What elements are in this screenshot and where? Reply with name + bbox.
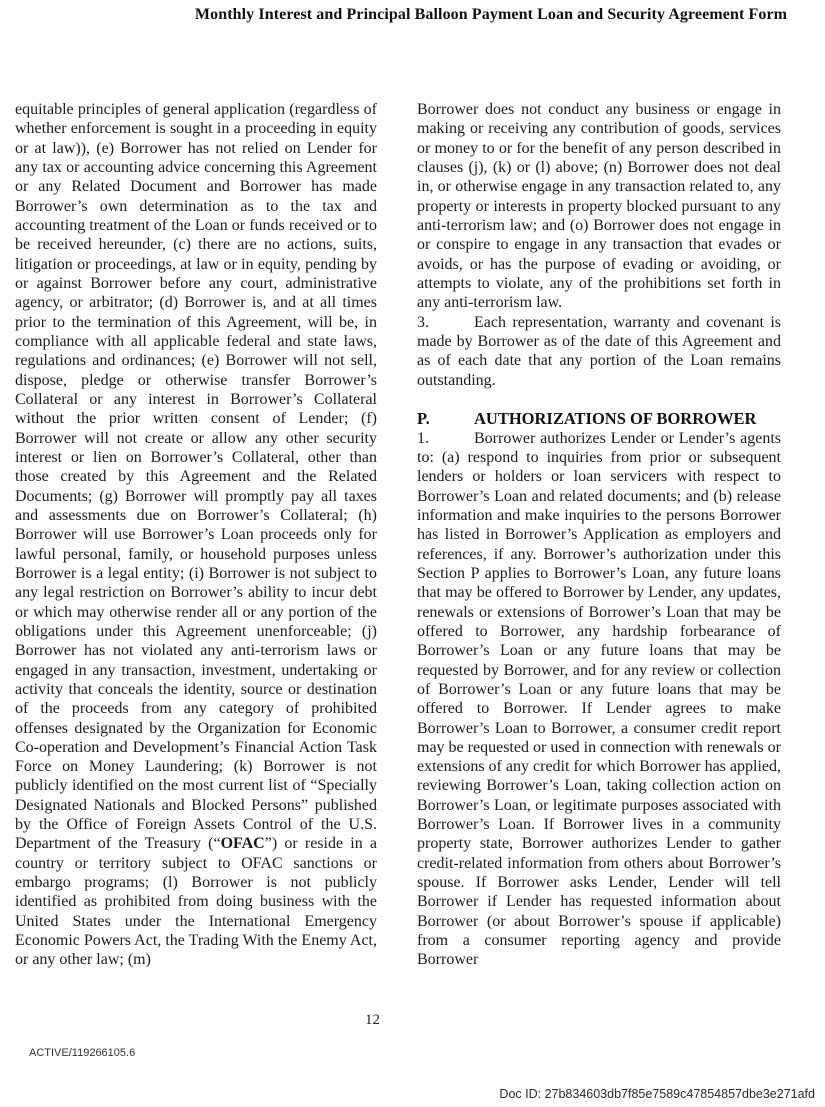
continuation-paragraph-right: Borrower does not conduct any business or engage in making or receiving any contribution of goods, services or money to or for the benefit of any person described in clauses (j), (k) or (l) above; (n) Borrower does not deal in, or otherwise engage in any transaction related to, any property or interests in property blocked pursuant to any anti-terrorism law; and (o) Borrower does not engage in or conspire to engage in any transaction that evades or avoids, or has the purpose of evading or avoiding, or attempts to violate, any of the prohibitions set forth in any anti-terrorism law.	[417, 101, 781, 312]
section-heading-text: AUTHORIZATIONS OF BORROWER	[474, 409, 757, 429]
doc-title: Monthly Interest and Principal Balloon Payment Loan and Security Agreement Form	[194, 6, 788, 23]
numbered-paragraph-3	[417, 313, 781, 390]
section-letter: P.	[417, 409, 430, 429]
paragraph-text: ”) or reside in a country or territory subject to OFAC sanctions or embargo programs; (l) Borrower is not publicly identified as prohibited from doing business with the United States under the International Emergency Economic Powers Act, the Trading With the Enemy Act, or any other law; (m)	[15, 835, 377, 969]
section-heading-authorizations	[417, 409, 781, 428]
paragraph-text: equitable principles of general application (regardless of whether enforcement is sought in a proceeding in equity or at law)), (e) Borrower has not relied on Lender for any tax or accounting advice concerning this Agreement or any Related Document and Borrower has made Borrower’s own determination as to the tax and accounting treatment of the Loan or funds received or to be received hereunder, (c) there are no actions, suits, litigation or proceedings, at law or in equity, pending by or against Borrower before any court, administrative agency, or arbitrator; (d) Borrower is, and at all times prior to the termination of this Agreement, will be, in compliance with all applicable federal and state laws, regulations and ordinances; (e) Borrower will not sell, dispose, pledge or otherwise transfer Borrower’s Collateral or any interest in Borrower’s Collateral without the prior written consent of Lender; (f) Borrower will not create or allow any other security interest or lien on Borrower’s Collateral, other than those created by this Agreement and the Related Documents; (g) Borrower will promptly pay all taxes and assessments due on Borrower’s Collateral; (h) Borrower will use Borrower’s Loan proceeds only for lawful personal, family, or household purposes unless Borrower is a legal entity; (i) Borrower is not subject to any legal restriction on Borrower’s ability to incur debt or which may otherwise render all or any portion of the obligations under this Agreement unenforceable; (j) Borrower has not violated any anti-terrorism laws or engaged in any transaction, investment, undertaking or activity that conceals the identity, source or destination of the proceeds from any category of prohibited offenses designated by the Organization for Economic Co-operation and Development’s Financial Action Task Force on Money Laundering; (k) Borrower is not publicly identified on the most current list of “Specially Designated Nationals and Blocked Persons” published by the Office of Foreign Assets Control of the U.S. Department of the Treasury (“	[15, 101, 377, 853]
footer-file-reference: ACTIVE/119266105.6	[29, 1047, 136, 1059]
footer-doc-id: Doc ID: 27b834603db7f85e7589c47854857dbe3e271afd	[499, 1087, 815, 1101]
body-columns	[15, 100, 781, 970]
ofac-bold-text: OFAC	[220, 835, 265, 853]
numbered-paragraph-1	[417, 429, 781, 970]
paragraph-text: Borrower authorizes Lender or Lender’s agents to: (a) respond to inquiries from prior or subsequent lenders or holders or loan servicers with respect to Borrower’s Loan and related documents; and (b) release information and make inquiries to the persons Borrower has listed in Borrower’s Application as employers and references, if any. Borrower’s authorization under this Section P applies to Borrower’s Loan, any future loans that may be offered to Borrower by Lender, any updates, renewals or extensions of Borrower’s Loan that may be offered to Borrower, any hardship forbearance of Borrower’s Loan or any future loans that may be requested by Borrower, and for any review or collection of Borrower’s Loan or any future loans that may be offered to Borrower. If Lender agrees to make Borrower’s Loan to Borrower, a consumer credit report may be requested or used in connection with renewals or extensions of any credit for which Borrower has applied, reviewing Borrower’s Loan, taking collection action on Borrower’s Loan, or legitimate purposes associated with Borrower’s Loan. If Borrower lives in a community property state, Borrower authorizes Lender to gather credit-related information from others about Borrower’s spouse. If Borrower asks Lender, Lender will tell Borrower if Lender has requested information about Borrower (or about Borrower’s spouse if applicable) from a consumer reporting agency and provide Borrower	[417, 429, 781, 969]
paragraph-number: 3.	[417, 313, 429, 331]
paragraph-number: 1.	[417, 429, 429, 447]
page-number: 12	[365, 1012, 380, 1028]
right-column	[417, 100, 781, 970]
left-column	[15, 100, 377, 970]
continuation-paragraph-left	[15, 100, 377, 970]
paragraph-text: Each representation, warranty and covenant is made by Borrower as of the date of this Agreement and as of each date that any portion of the Loan remains outstanding.	[417, 313, 781, 389]
